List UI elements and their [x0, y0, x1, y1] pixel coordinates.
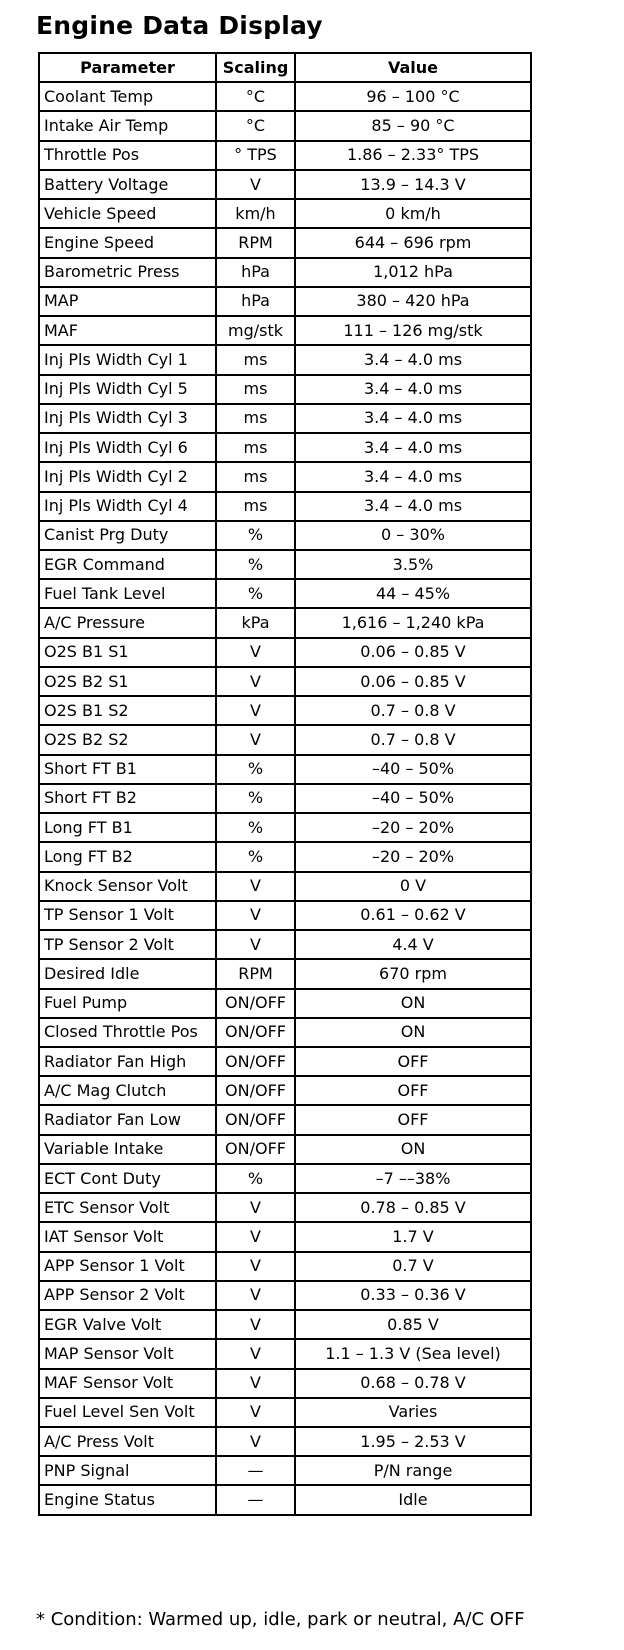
table-row — [39, 462, 531, 491]
parameter-cell: A/C Pressure — [39, 608, 216, 637]
scaling-cell: V — [216, 1339, 295, 1368]
scaling-cell: ON/OFF — [216, 1135, 295, 1164]
scaling-cell: % — [216, 550, 295, 579]
table-row — [39, 959, 531, 988]
value-cell: 0.7 – 0.8 V — [295, 696, 531, 725]
table-row — [39, 1018, 531, 1047]
scaling-cell: — — [216, 1485, 295, 1514]
table-row — [39, 404, 531, 433]
scaling-cell: — — [216, 1456, 295, 1485]
table-row — [39, 1485, 531, 1514]
scaling-cell: V — [216, 1310, 295, 1339]
value-cell: –40 – 50% — [295, 784, 531, 813]
parameter-cell: Coolant Temp — [39, 82, 216, 111]
table-row — [39, 901, 531, 930]
scaling-cell: V — [216, 667, 295, 696]
parameter-cell: Fuel Level Sen Volt — [39, 1398, 216, 1427]
value-cell: P/N range — [295, 1456, 531, 1485]
value-cell: 0.68 – 0.78 V — [295, 1369, 531, 1398]
parameter-cell: Inj Pls Width Cyl 1 — [39, 345, 216, 374]
scaling-cell: V — [216, 1222, 295, 1251]
parameter-cell: O2S B1 S2 — [39, 696, 216, 725]
table-row — [39, 1164, 531, 1193]
scaling-cell: V — [216, 170, 295, 199]
parameter-cell: ECT Cont Duty — [39, 1164, 216, 1193]
scaling-cell: kPa — [216, 608, 295, 637]
table-row — [39, 1193, 531, 1222]
page-title: Engine Data Display — [36, 11, 323, 40]
scaling-cell: V — [216, 901, 295, 930]
scaling-cell: RPM — [216, 228, 295, 257]
table-row — [39, 1427, 531, 1456]
value-cell: 0.7 V — [295, 1252, 531, 1281]
value-cell: 13.9 – 14.3 V — [295, 170, 531, 199]
value-cell: 670 rpm — [295, 959, 531, 988]
value-cell: Varies — [295, 1398, 531, 1427]
table-row — [39, 170, 531, 199]
parameter-cell: Throttle Pos — [39, 141, 216, 170]
value-cell: 0.06 – 0.85 V — [295, 667, 531, 696]
scaling-cell: ON/OFF — [216, 1018, 295, 1047]
parameter-cell: Inj Pls Width Cyl 4 — [39, 492, 216, 521]
parameter-cell: Variable Intake — [39, 1135, 216, 1164]
parameter-cell: IAT Sensor Volt — [39, 1222, 216, 1251]
condition-footnote: * Condition: Warmed up, idle, park or neutral, A/C OFF — [36, 1609, 525, 1630]
scaling-cell: V — [216, 872, 295, 901]
parameter-cell: APP Sensor 1 Volt — [39, 1252, 216, 1281]
parameter-cell: MAP — [39, 287, 216, 316]
scaling-cell: ms — [216, 375, 295, 404]
value-cell: 0.85 V — [295, 1310, 531, 1339]
scaling-cell: V — [216, 696, 295, 725]
table-row — [39, 989, 531, 1018]
parameter-cell: PNP Signal — [39, 1456, 216, 1485]
scaling-cell: ON/OFF — [216, 1047, 295, 1076]
table-row — [39, 755, 531, 784]
parameter-cell: Intake Air Temp — [39, 111, 216, 140]
table-row — [39, 492, 531, 521]
table-row — [39, 930, 531, 959]
scaling-cell: % — [216, 1164, 295, 1193]
table-row — [39, 287, 531, 316]
value-cell: 4.4 V — [295, 930, 531, 959]
table-row — [39, 696, 531, 725]
parameter-cell: Long FT B1 — [39, 813, 216, 842]
table-row — [39, 784, 531, 813]
scaling-cell: % — [216, 579, 295, 608]
value-cell: 111 – 126 mg/stk — [295, 316, 531, 345]
scaling-cell: km/h — [216, 199, 295, 228]
scaling-cell: hPa — [216, 258, 295, 287]
value-cell: ON — [295, 989, 531, 1018]
value-cell: 1,012 hPa — [295, 258, 531, 287]
table-row — [39, 550, 531, 579]
table-row — [39, 111, 531, 140]
scaling-cell: ON/OFF — [216, 989, 295, 1018]
parameter-cell: Radiator Fan High — [39, 1047, 216, 1076]
value-cell: OFF — [295, 1076, 531, 1105]
scaling-cell: % — [216, 813, 295, 842]
value-cell: –7 ––38% — [295, 1164, 531, 1193]
parameter-cell: TP Sensor 1 Volt — [39, 901, 216, 930]
parameter-cell: TP Sensor 2 Volt — [39, 930, 216, 959]
scaling-cell: V — [216, 1427, 295, 1456]
table-row — [39, 1398, 531, 1427]
parameter-cell: Fuel Pump — [39, 989, 216, 1018]
scaling-cell: RPM — [216, 959, 295, 988]
value-cell: ON — [295, 1135, 531, 1164]
scaling-cell: ms — [216, 345, 295, 374]
parameter-cell: Short FT B2 — [39, 784, 216, 813]
table-row — [39, 1281, 531, 1310]
value-cell: 1.1 – 1.3 V (Sea level) — [295, 1339, 531, 1368]
scaling-cell: V — [216, 1398, 295, 1427]
value-cell: –40 – 50% — [295, 755, 531, 784]
parameter-cell: Battery Voltage — [39, 170, 216, 199]
table-header-row — [39, 53, 531, 82]
table-row — [39, 842, 531, 871]
parameter-cell: EGR Valve Volt — [39, 1310, 216, 1339]
value-cell: Idle — [295, 1485, 531, 1514]
parameter-cell: Radiator Fan Low — [39, 1105, 216, 1134]
table-row — [39, 433, 531, 462]
value-cell: 44 – 45% — [295, 579, 531, 608]
parameter-cell: Inj Pls Width Cyl 3 — [39, 404, 216, 433]
parameter-cell: MAF — [39, 316, 216, 345]
table-row — [39, 141, 531, 170]
table-row — [39, 375, 531, 404]
parameter-cell: APP Sensor 2 Volt — [39, 1281, 216, 1310]
scaling-cell: % — [216, 521, 295, 550]
value-cell: 0.61 – 0.62 V — [295, 901, 531, 930]
table-row — [39, 1339, 531, 1368]
table-row — [39, 579, 531, 608]
scaling-column-header: Scaling — [216, 53, 295, 82]
value-cell: 3.4 – 4.0 ms — [295, 404, 531, 433]
value-cell: 1.86 – 2.33° TPS — [295, 141, 531, 170]
scaling-cell: °C — [216, 111, 295, 140]
table-row — [39, 316, 531, 345]
table-row — [39, 608, 531, 637]
scaling-cell: ° TPS — [216, 141, 295, 170]
scaling-cell: hPa — [216, 287, 295, 316]
value-cell: –20 – 20% — [295, 842, 531, 871]
value-cell: 1.7 V — [295, 1222, 531, 1251]
scaling-cell: V — [216, 1281, 295, 1310]
table-row — [39, 258, 531, 287]
value-cell: 0.06 – 0.85 V — [295, 638, 531, 667]
parameter-cell: O2S B1 S1 — [39, 638, 216, 667]
table-row — [39, 872, 531, 901]
parameter-cell: Short FT B1 — [39, 755, 216, 784]
table-row — [39, 1456, 531, 1485]
table-row — [39, 228, 531, 257]
parameter-cell: MAF Sensor Volt — [39, 1369, 216, 1398]
value-cell: ON — [295, 1018, 531, 1047]
parameter-cell: Knock Sensor Volt — [39, 872, 216, 901]
parameter-cell: A/C Mag Clutch — [39, 1076, 216, 1105]
scaling-cell: mg/stk — [216, 316, 295, 345]
scaling-cell: ON/OFF — [216, 1105, 295, 1134]
value-cell: 3.4 – 4.0 ms — [295, 492, 531, 521]
scaling-cell: V — [216, 725, 295, 754]
parameter-cell: Inj Pls Width Cyl 5 — [39, 375, 216, 404]
table-row — [39, 1105, 531, 1134]
table-row — [39, 345, 531, 374]
value-column-header: Value — [295, 53, 531, 82]
parameter-column-header: Parameter — [39, 53, 216, 82]
parameter-cell: ETC Sensor Volt — [39, 1193, 216, 1222]
scaling-cell: V — [216, 1369, 295, 1398]
parameter-cell: Engine Status — [39, 1485, 216, 1514]
table-row — [39, 1135, 531, 1164]
value-cell: 1,616 – 1,240 kPa — [295, 608, 531, 637]
table-row — [39, 521, 531, 550]
value-cell: 1.95 – 2.53 V — [295, 1427, 531, 1456]
table-row — [39, 1369, 531, 1398]
scaling-cell: ON/OFF — [216, 1076, 295, 1105]
parameter-cell: Desired Idle — [39, 959, 216, 988]
parameter-cell: Canist Prg Duty — [39, 521, 216, 550]
value-cell: 0 V — [295, 872, 531, 901]
table-row — [39, 1252, 531, 1281]
table-row — [39, 813, 531, 842]
parameter-cell: O2S B2 S1 — [39, 667, 216, 696]
engine-data-table — [38, 52, 532, 1516]
value-cell: 0.33 – 0.36 V — [295, 1281, 531, 1310]
value-cell: 96 – 100 °C — [295, 82, 531, 111]
parameter-cell: A/C Press Volt — [39, 1427, 216, 1456]
parameter-cell: Fuel Tank Level — [39, 579, 216, 608]
parameter-cell: Vehicle Speed — [39, 199, 216, 228]
value-cell: 3.4 – 4.0 ms — [295, 345, 531, 374]
table-row — [39, 1222, 531, 1251]
scaling-cell: ms — [216, 433, 295, 462]
table-body — [39, 82, 531, 1514]
value-cell: OFF — [295, 1047, 531, 1076]
value-cell: 3.4 – 4.0 ms — [295, 462, 531, 491]
parameter-cell: Engine Speed — [39, 228, 216, 257]
table-row — [39, 1076, 531, 1105]
value-cell: –20 – 20% — [295, 813, 531, 842]
scaling-cell: V — [216, 930, 295, 959]
value-cell: 644 – 696 rpm — [295, 228, 531, 257]
parameter-cell: Barometric Press — [39, 258, 216, 287]
table-row — [39, 1310, 531, 1339]
scaling-cell: ms — [216, 492, 295, 521]
table-row — [39, 725, 531, 754]
value-cell: 3.5% — [295, 550, 531, 579]
value-cell: 380 – 420 hPa — [295, 287, 531, 316]
value-cell: 3.4 – 4.0 ms — [295, 433, 531, 462]
table-row — [39, 667, 531, 696]
scaling-cell: % — [216, 784, 295, 813]
value-cell: 0 – 30% — [295, 521, 531, 550]
parameter-cell: O2S B2 S2 — [39, 725, 216, 754]
scaling-cell: °C — [216, 82, 295, 111]
table-row — [39, 82, 531, 111]
value-cell: 3.4 – 4.0 ms — [295, 375, 531, 404]
parameter-cell: Closed Throttle Pos — [39, 1018, 216, 1047]
table-row — [39, 638, 531, 667]
table-row — [39, 1047, 531, 1076]
scaling-cell: V — [216, 1193, 295, 1222]
scaling-cell: V — [216, 638, 295, 667]
scaling-cell: % — [216, 755, 295, 784]
scaling-cell: V — [216, 1252, 295, 1281]
parameter-cell: Inj Pls Width Cyl 6 — [39, 433, 216, 462]
value-cell: 85 – 90 °C — [295, 111, 531, 140]
table-row — [39, 199, 531, 228]
value-cell: OFF — [295, 1105, 531, 1134]
scaling-cell: ms — [216, 404, 295, 433]
scaling-cell: ms — [216, 462, 295, 491]
parameter-cell: EGR Command — [39, 550, 216, 579]
value-cell: 0 km/h — [295, 199, 531, 228]
parameter-cell: MAP Sensor Volt — [39, 1339, 216, 1368]
parameter-cell: Inj Pls Width Cyl 2 — [39, 462, 216, 491]
value-cell: 0.78 – 0.85 V — [295, 1193, 531, 1222]
value-cell: 0.7 – 0.8 V — [295, 725, 531, 754]
parameter-cell: Long FT B2 — [39, 842, 216, 871]
scaling-cell: % — [216, 842, 295, 871]
